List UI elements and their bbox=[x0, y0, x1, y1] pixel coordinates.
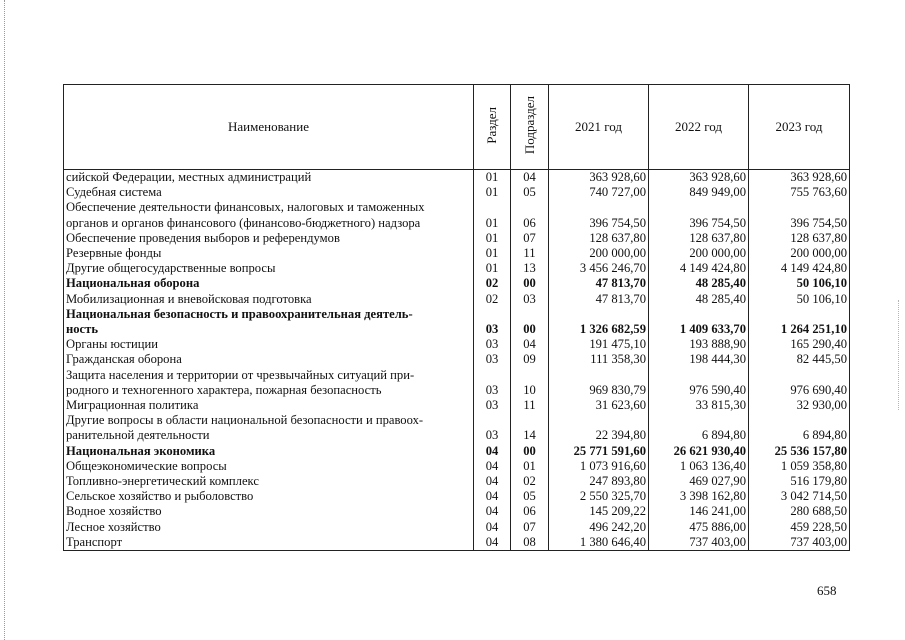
row-value-2021: 191 475,10 bbox=[549, 337, 649, 352]
table-row bbox=[64, 459, 850, 474]
row-value-2021: 111 358,30 bbox=[549, 352, 649, 367]
row-value-2022: 193 888,90 bbox=[649, 337, 749, 352]
row-value-2021: 363 928,60 bbox=[549, 170, 649, 186]
row-value-2022: 26 621 930,40 bbox=[649, 444, 749, 459]
row-value-2022: 146 241,00 bbox=[649, 504, 749, 519]
row-value-2021: 3 456 246,70 bbox=[549, 261, 649, 276]
row-value-2021: 740 727,00 bbox=[549, 185, 649, 200]
row-name bbox=[64, 276, 474, 291]
row-podrazdel: 05 bbox=[511, 185, 549, 200]
row-razdel: 04 bbox=[474, 489, 511, 504]
row-podrazdel: 00 bbox=[511, 276, 549, 291]
row-name-line: Резервные фонды bbox=[66, 246, 162, 261]
row-name bbox=[64, 535, 474, 551]
row-name bbox=[64, 474, 474, 489]
row-name bbox=[64, 489, 474, 504]
row-value-2023: 32 930,00 bbox=[749, 398, 850, 413]
page-edge-right bbox=[898, 300, 899, 410]
row-name-line: сийской Федерации, местных администраций bbox=[66, 170, 312, 184]
row-value-2022: 976 590,40 bbox=[649, 368, 749, 398]
table-row bbox=[64, 231, 850, 246]
row-value-2021: 1 073 916,60 bbox=[549, 459, 649, 474]
row-value-2023: 516 179,80 bbox=[749, 474, 850, 489]
row-razdel: 01 bbox=[474, 261, 511, 276]
budget-table bbox=[63, 84, 850, 551]
row-value-2021: 496 242,20 bbox=[549, 520, 649, 535]
row-razdel: 04 bbox=[474, 535, 511, 551]
row-value-2023: 82 445,50 bbox=[749, 352, 850, 367]
row-podrazdel: 11 bbox=[511, 398, 549, 413]
row-value-2023: 280 688,50 bbox=[749, 504, 850, 519]
row-value-2021: 128 637,80 bbox=[549, 231, 649, 246]
row-podrazdel: 00 bbox=[511, 444, 549, 459]
row-razdel: 03 bbox=[474, 368, 511, 398]
row-podrazdel: 07 bbox=[511, 231, 549, 246]
row-value-2021: 47 813,70 bbox=[549, 276, 649, 291]
row-name-line: Гражданская оборона bbox=[66, 352, 182, 367]
row-name bbox=[64, 246, 474, 261]
row-podrazdel: 01 bbox=[511, 459, 549, 474]
row-podrazdel: 05 bbox=[511, 489, 549, 504]
row-value-2023: 50 106,10 bbox=[749, 292, 850, 307]
row-name-line: Миграционная политика bbox=[66, 398, 199, 413]
table-row bbox=[64, 170, 850, 186]
row-name-line: Другие общегосударственные вопросы bbox=[66, 261, 276, 276]
row-value-2023: 128 637,80 bbox=[749, 231, 850, 246]
row-name-line: Общеэкономические вопросы bbox=[66, 458, 227, 473]
row-podrazdel: 08 bbox=[511, 535, 549, 551]
row-razdel: 01 bbox=[474, 200, 511, 230]
row-name bbox=[64, 520, 474, 535]
row-name-line: родного и техногенного характера, пожарная безопасность bbox=[66, 382, 382, 397]
header-name: Наименование bbox=[64, 85, 474, 170]
row-name-line: Сельское хозяйство и рыболовство bbox=[66, 489, 254, 504]
header-year-2021: 2021 год bbox=[549, 85, 649, 170]
row-podrazdel: 14 bbox=[511, 413, 549, 443]
row-value-2022: 475 886,00 bbox=[649, 520, 749, 535]
header-podrazdel bbox=[511, 85, 549, 170]
page-edge-left bbox=[4, 0, 5, 640]
header-row bbox=[64, 85, 850, 170]
row-name-line: Мобилизационная и вневойсковая подготовка bbox=[66, 291, 312, 306]
row-razdel: 04 bbox=[474, 459, 511, 474]
row-value-2022: 1 063 136,40 bbox=[649, 459, 749, 474]
row-name bbox=[64, 504, 474, 519]
table-row bbox=[64, 352, 850, 367]
row-razdel: 04 bbox=[474, 444, 511, 459]
row-value-2022: 396 754,50 bbox=[649, 200, 749, 230]
row-value-2022: 4 149 424,80 bbox=[649, 261, 749, 276]
table-row bbox=[64, 261, 850, 276]
row-razdel: 01 bbox=[474, 185, 511, 200]
header-year-2023: 2023 год bbox=[749, 85, 850, 170]
table-body bbox=[64, 170, 850, 551]
row-value-2022: 200 000,00 bbox=[649, 246, 749, 261]
row-value-2021: 22 394,80 bbox=[549, 413, 649, 443]
table-row bbox=[64, 535, 850, 551]
row-value-2022: 128 637,80 bbox=[649, 231, 749, 246]
table-header bbox=[64, 85, 850, 170]
row-name bbox=[64, 368, 474, 398]
row-name-line: Лесное хозяйство bbox=[66, 519, 161, 534]
row-value-2022: 33 815,30 bbox=[649, 398, 749, 413]
row-name-line: Национальная оборона bbox=[66, 276, 200, 291]
row-value-2021: 1 326 682,59 bbox=[549, 307, 649, 337]
row-name-line: Транспорт bbox=[66, 534, 123, 549]
table-row bbox=[64, 337, 850, 352]
row-value-2021: 969 830,79 bbox=[549, 368, 649, 398]
row-name bbox=[64, 231, 474, 246]
row-podrazdel: 13 bbox=[511, 261, 549, 276]
row-value-2022: 48 285,40 bbox=[649, 276, 749, 291]
row-podrazdel: 06 bbox=[511, 504, 549, 519]
row-value-2023: 50 106,10 bbox=[749, 276, 850, 291]
header-razdel-label: Раздел bbox=[484, 107, 500, 144]
row-name-line: Топливно-энергетический комплекс bbox=[66, 474, 259, 489]
row-razdel: 03 bbox=[474, 413, 511, 443]
row-razdel: 01 bbox=[474, 170, 511, 186]
row-podrazdel: 03 bbox=[511, 292, 549, 307]
row-value-2023: 363 928,60 bbox=[749, 170, 850, 186]
row-razdel: 02 bbox=[474, 292, 511, 307]
row-razdel: 03 bbox=[474, 398, 511, 413]
row-razdel: 03 bbox=[474, 352, 511, 367]
header-podrazdel-label: Подраздел bbox=[521, 96, 537, 155]
row-name-line: ность bbox=[66, 322, 98, 337]
table-row bbox=[64, 185, 850, 200]
row-value-2023: 396 754,50 bbox=[749, 200, 850, 230]
row-podrazdel: 06 bbox=[511, 200, 549, 230]
table-row bbox=[64, 292, 850, 307]
row-razdel: 03 bbox=[474, 337, 511, 352]
row-value-2023: 1 264 251,10 bbox=[749, 307, 850, 337]
table-row bbox=[64, 504, 850, 519]
row-razdel: 04 bbox=[474, 520, 511, 535]
row-name bbox=[64, 444, 474, 459]
row-name bbox=[64, 292, 474, 307]
row-name-line: Защита населения и территории от чрезвычайных ситуаций при- bbox=[66, 367, 415, 382]
row-name bbox=[64, 352, 474, 367]
row-name bbox=[64, 170, 474, 186]
row-name bbox=[64, 261, 474, 276]
row-value-2022: 849 949,00 bbox=[649, 185, 749, 200]
table-row bbox=[64, 276, 850, 291]
table-row bbox=[64, 368, 850, 398]
row-value-2023: 200 000,00 bbox=[749, 246, 850, 261]
row-name bbox=[64, 185, 474, 200]
row-name-line: Обеспечение проведения выборов и референдумов bbox=[66, 230, 340, 245]
row-name bbox=[64, 337, 474, 352]
row-razdel: 01 bbox=[474, 246, 511, 261]
row-razdel: 03 bbox=[474, 307, 511, 337]
row-name bbox=[64, 307, 474, 337]
row-razdel: 01 bbox=[474, 231, 511, 246]
table-row bbox=[64, 520, 850, 535]
row-value-2023: 755 763,60 bbox=[749, 185, 850, 200]
row-name bbox=[64, 398, 474, 413]
row-value-2022: 48 285,40 bbox=[649, 292, 749, 307]
row-value-2022: 469 027,90 bbox=[649, 474, 749, 489]
row-name-line: ранительной деятельности bbox=[66, 428, 210, 443]
row-value-2023: 6 894,80 bbox=[749, 413, 850, 443]
row-name bbox=[64, 413, 474, 443]
row-podrazdel: 11 bbox=[511, 246, 549, 261]
row-value-2023: 4 149 424,80 bbox=[749, 261, 850, 276]
row-value-2021: 25 771 591,60 bbox=[549, 444, 649, 459]
row-name-line: органов и органов финансового (финансово-бюджетного) надзора bbox=[66, 215, 421, 230]
table-row bbox=[64, 307, 850, 337]
row-podrazdel: 07 bbox=[511, 520, 549, 535]
row-value-2023: 737 403,00 bbox=[749, 535, 850, 551]
header-razdel bbox=[474, 85, 511, 170]
row-razdel: 02 bbox=[474, 276, 511, 291]
row-name bbox=[64, 459, 474, 474]
row-value-2023: 3 042 714,50 bbox=[749, 489, 850, 504]
row-value-2022: 3 398 162,80 bbox=[649, 489, 749, 504]
row-razdel: 04 bbox=[474, 504, 511, 519]
row-podrazdel: 02 bbox=[511, 474, 549, 489]
row-name-line: Органы юстиции bbox=[66, 337, 158, 352]
row-value-2022: 198 444,30 bbox=[649, 352, 749, 367]
row-value-2023: 25 536 157,80 bbox=[749, 444, 850, 459]
row-value-2022: 363 928,60 bbox=[649, 170, 749, 186]
header-year-2022: 2022 год bbox=[649, 85, 749, 170]
row-value-2022: 737 403,00 bbox=[649, 535, 749, 551]
row-value-2021: 47 813,70 bbox=[549, 292, 649, 307]
table-row bbox=[64, 246, 850, 261]
row-value-2021: 396 754,50 bbox=[549, 200, 649, 230]
row-name-line: Национальная безопасность и правоохранительная деятель- bbox=[66, 306, 413, 321]
row-razdel: 04 bbox=[474, 474, 511, 489]
row-value-2021: 145 209,22 bbox=[549, 504, 649, 519]
row-name-line: Другие вопросы в области национальной безопасности и правоох- bbox=[66, 413, 424, 428]
table-row bbox=[64, 444, 850, 459]
row-name-line: Национальная экономика bbox=[66, 443, 216, 458]
row-name-line: Судебная система bbox=[66, 185, 162, 200]
row-value-2021: 200 000,00 bbox=[549, 246, 649, 261]
row-value-2023: 976 690,40 bbox=[749, 368, 850, 398]
row-podrazdel: 04 bbox=[511, 337, 549, 352]
table-row bbox=[64, 398, 850, 413]
row-value-2023: 459 228,50 bbox=[749, 520, 850, 535]
row-podrazdel: 09 bbox=[511, 352, 549, 367]
table-row bbox=[64, 489, 850, 504]
table-row bbox=[64, 474, 850, 489]
row-name-line: Обеспечение деятельности финансовых, налоговых и таможенных bbox=[66, 200, 425, 215]
table-row bbox=[64, 200, 850, 230]
row-name-line: Водное хозяйство bbox=[66, 504, 162, 519]
page-number: 658 bbox=[817, 583, 837, 598]
row-value-2021: 2 550 325,70 bbox=[549, 489, 649, 504]
row-podrazdel: 10 bbox=[511, 368, 549, 398]
row-value-2022: 1 409 633,70 bbox=[649, 307, 749, 337]
row-value-2022: 6 894,80 bbox=[649, 413, 749, 443]
row-podrazdel: 00 bbox=[511, 307, 549, 337]
row-name bbox=[64, 200, 474, 230]
row-value-2023: 1 059 358,80 bbox=[749, 459, 850, 474]
row-podrazdel: 04 bbox=[511, 170, 549, 186]
row-value-2021: 1 380 646,40 bbox=[549, 535, 649, 551]
row-value-2021: 247 893,80 bbox=[549, 474, 649, 489]
table-row bbox=[64, 413, 850, 443]
row-value-2021: 31 623,60 bbox=[549, 398, 649, 413]
row-value-2023: 165 290,40 bbox=[749, 337, 850, 352]
